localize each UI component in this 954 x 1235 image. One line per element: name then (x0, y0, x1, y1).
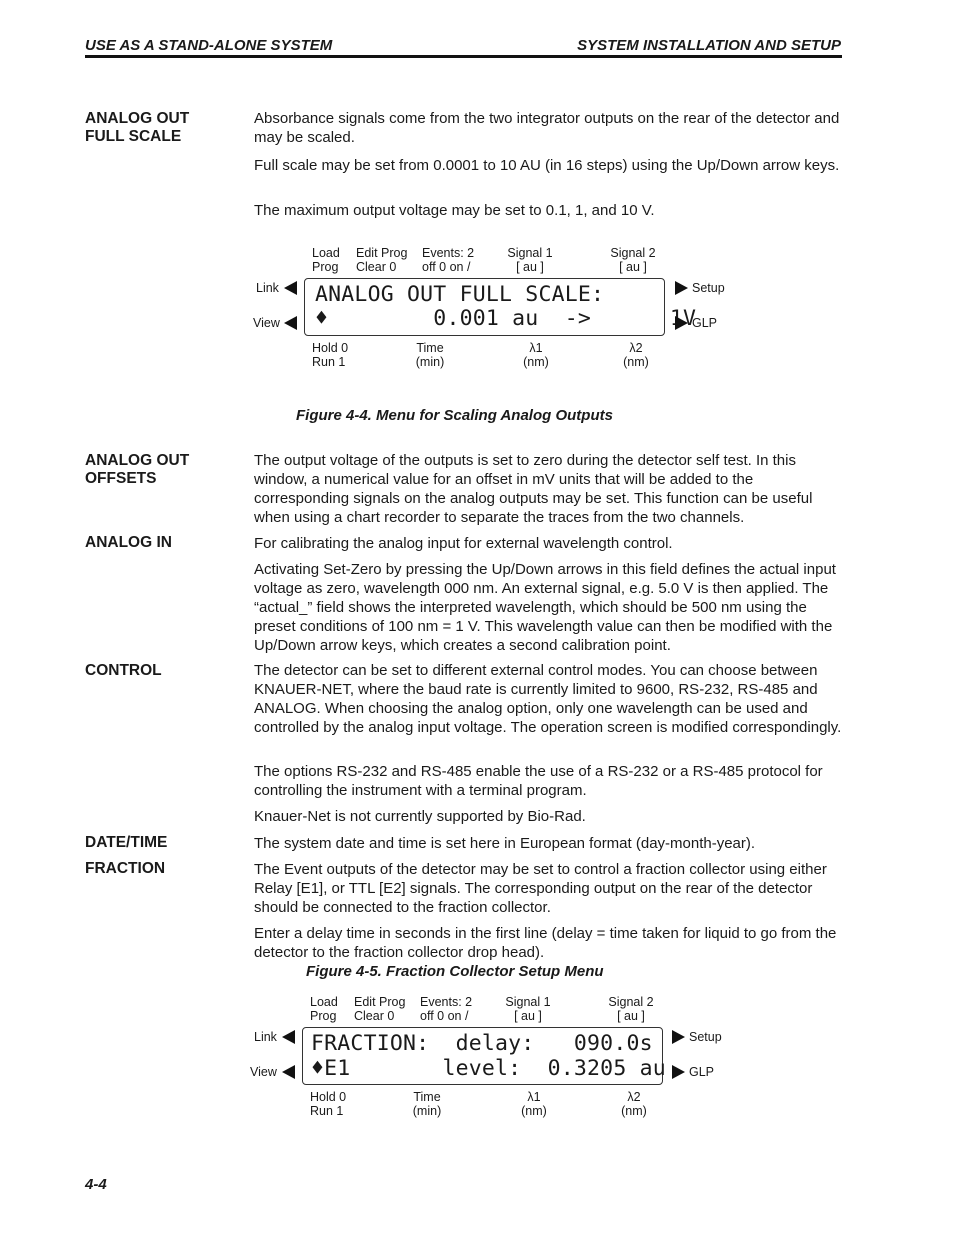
term-analog-out-offsets (85, 452, 245, 488)
link-label: Link (254, 1030, 277, 1044)
link-label: Link (256, 281, 279, 295)
glp-label: GLP (689, 1065, 715, 1079)
setup-label: Setup (692, 281, 725, 295)
paragraph: Activating Set-Zero by pressing the Up/Down arrows in this field defines the actual input voltage as zero, wavelength 000 nm. An external signal, e.g. 5.0 V is then applied. The “actual_” field shows the interpreted wavelength, which should be 500 nm using the preset conditions of 100 nm = 1 V. This wavelength value can then be modified with the Up/Down arrow keys, which creates a second calibration point. (254, 561, 836, 654)
page-number: 4-4 (85, 1176, 107, 1193)
paragraph: The detector can be set to different external control modes. You can choose between KNAUER-NET, where the baud rate is currently limited to 9600, RS-232, RS-485 and ANALOG. When choosing the analog option, only one wavelength can be used and controlled by the analog input voltage. The operation screen is modified correspondingly. (254, 662, 842, 736)
paragraph: The options RS-232 and RS-485 enable the use of a RS-232 or a RS-485 protocol for controlling the instrument with a terminal program. (254, 763, 823, 799)
setup-arrow-icon[interactable] (675, 281, 688, 295)
term-line: ANALOG OUT (85, 110, 190, 127)
hold-run-label: Hold 0 Run 1 (310, 1090, 347, 1118)
edit-prog-label: Edit Prog Clear 0 (356, 246, 408, 274)
paragraph: For calibrating the analog input for external wavelength control. (254, 535, 673, 552)
signal-1-label: Signal 1 [ au ] (505, 995, 551, 1023)
link-arrow-icon[interactable] (282, 1030, 295, 1044)
running-header-right: SYSTEM INSTALLATION AND SETUP (577, 37, 841, 54)
term-date-time (85, 834, 245, 852)
link-arrow-icon[interactable] (284, 281, 297, 295)
paragraph: Absorbance signals come from the two integrator outputs on the rear of the detector and may be scaled. (254, 110, 840, 146)
term-line: ANALOG IN (85, 534, 172, 551)
header-rule (85, 55, 842, 58)
term-analog-in (85, 534, 245, 552)
lcd-line-2: ♦E1 level: 0.3205 au (311, 1056, 666, 1081)
view-label: View (250, 1065, 277, 1079)
paragraph: The output voltage of the outputs is set to zero during the detector self test. In this window, a numerical value for an offset in mV units that will be added to the corresponding signals on the analog outputs may be set. This function can be useful when using a chart recorder to separate the traces from the two channels. (254, 452, 813, 526)
load-prog-label: Load Prog (310, 995, 338, 1023)
glp-label: GLP (692, 316, 718, 330)
lcd-display (304, 278, 697, 336)
view-arrow-icon[interactable] (282, 1065, 295, 1079)
signal-2-label: Signal 2 [ au ] (608, 995, 654, 1023)
running-header-left: USE AS A STAND-ALONE SYSTEM (85, 37, 333, 54)
paragraph: Knauer-Net is not currently supported by Bio-Rad. (254, 808, 586, 825)
signal-2-label: Signal 2 [ au ] (610, 246, 656, 274)
setup-label: Setup (689, 1030, 722, 1044)
view-arrow-icon[interactable] (284, 316, 297, 330)
glp-arrow-icon[interactable] (675, 316, 688, 330)
view-label: View (253, 316, 280, 330)
paragraph: The Event outputs of the detector may be set to control a fraction collector using either Relay [E1], or TTL [E2] signals. The corresponding output on the rear of the detector should be connected to the fraction collector. (254, 861, 827, 916)
hold-run-label: Hold 0 Run 1 (312, 341, 349, 369)
events-label: Events: 2 off 0 on / (420, 995, 473, 1023)
signal-1-label: Signal 1 [ au ] (507, 246, 553, 274)
paragraph: The system date and time is set here in European format (day-month-year). (254, 835, 756, 852)
lcd-display (302, 1027, 666, 1085)
load-prog-label: Load Prog (312, 246, 340, 274)
lcd-line-2: ♦ 0.001 au -> 1V (315, 306, 697, 331)
lambda-1-label: λ1 (nm) (523, 341, 549, 369)
lcd-line-1: ANALOG OUT FULL SCALE: (315, 282, 605, 307)
term-line: OFFSETS (85, 470, 157, 487)
paragraph: Enter a delay time in seconds in the first line (delay = time taken for liquid to go from the detector to the fraction collector drop head). (254, 925, 837, 961)
lambda-1-label: λ1 (nm) (521, 1090, 547, 1118)
paragraph: Full scale may be set from 0.0001 to 10 AU (in 16 steps) using the Up/Down arrow keys. (254, 157, 840, 174)
events-label: Events: 2 off 0 on / (422, 246, 475, 274)
term-line: FRACTION (85, 860, 166, 877)
lambda-2-label: λ2 (nm) (623, 341, 649, 369)
figure-caption: Figure 4-4. Menu for Scaling Analog Outputs (296, 407, 613, 424)
term-control (85, 662, 245, 680)
term-line: DATE/TIME (85, 834, 168, 851)
term-line: ANALOG OUT (85, 452, 190, 469)
term-analog-out-full-scale (85, 110, 245, 146)
setup-arrow-icon[interactable] (672, 1030, 685, 1044)
figure-caption: Figure 4-5. Fraction Collector Setup Menu (306, 963, 604, 980)
term-line: FULL SCALE (85, 128, 182, 145)
lcd-line-1: FRACTION: delay: 090.0s (311, 1031, 653, 1056)
edit-prog-label: Edit Prog Clear 0 (354, 995, 406, 1023)
lambda-2-label: λ2 (nm) (621, 1090, 647, 1118)
term-line: CONTROL (85, 662, 162, 679)
glp-arrow-icon[interactable] (672, 1065, 685, 1079)
term-fraction (85, 860, 245, 878)
paragraph: The maximum output voltage may be set to 0.1, 1, and 10 V. (254, 202, 655, 219)
time-label: Time (min) (415, 341, 445, 369)
time-label: Time (min) (412, 1090, 442, 1118)
